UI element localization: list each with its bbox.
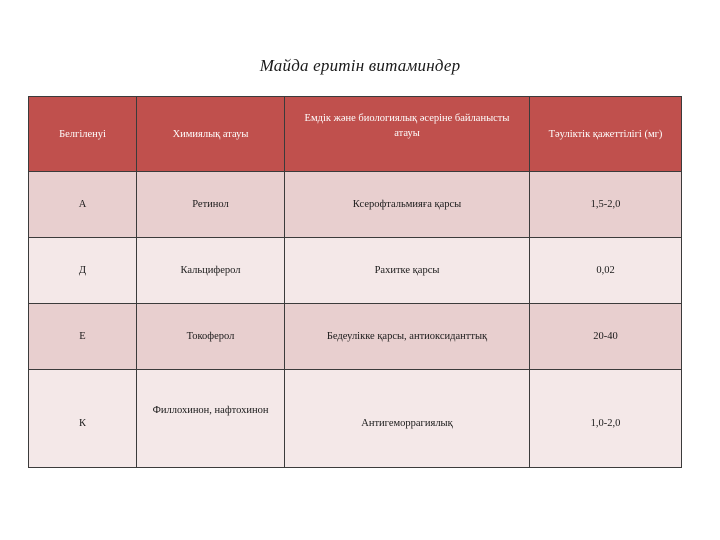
cell-chemical-name-text: Филлохинон, нафтохинон [152,405,269,416]
header-therapeutic-name [285,97,530,172]
cell-designation: Е [29,304,137,370]
cell-therapeutic-name-text: Антигеморрагиялық [361,418,453,429]
cell-daily-requirement-text: 1,0-2,0 [590,418,621,429]
header-designation: Белгіленуі [29,97,137,172]
cell-daily-requirement: 0,02 [530,238,682,304]
cell-daily-requirement: 20-40 [530,304,682,370]
cell-designation-text: К [78,418,86,429]
header-daily-requirement: Тәуліктік қажеттілігі (мг) [530,97,682,172]
cell-chemical-name [137,370,285,468]
cell-daily-requirement: 1,5-2,0 [530,172,682,238]
table-header-row [29,97,682,172]
cell-therapeutic-name: Ксерофтальмияға қарсы [285,172,530,238]
header-therapeutic-name-text: Емдік және биологиялық әсеріне байланысты атауы [304,113,510,139]
table-row [29,304,682,370]
cell-chemical-name: Токоферол [137,304,285,370]
table-row [29,370,682,468]
cell-therapeutic-name: Рахитке қарсы [285,238,530,304]
page-title: Майда еритін витаминдер [259,56,461,75]
cell-designation [29,370,137,468]
cell-chemical-name: Ретинол [137,172,285,238]
cell-daily-requirement [530,370,682,468]
cell-therapeutic-name [285,370,530,468]
vitamins-table [28,96,682,468]
cell-therapeutic-name: Бедеулікке қарсы, антиоксиданттық [285,304,530,370]
cell-designation: Д [29,238,137,304]
header-chemical-name: Химиялық атауы [137,97,285,172]
table-row [29,172,682,238]
cell-designation: А [29,172,137,238]
table-row [29,238,682,304]
cell-chemical-name: Кальциферол [137,238,285,304]
